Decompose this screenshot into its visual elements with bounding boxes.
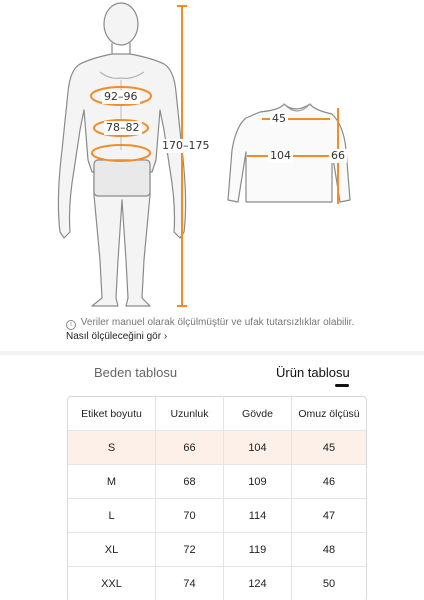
- cell-shoulder: 45: [292, 431, 366, 465]
- cell-shoulder: 48: [292, 533, 366, 567]
- how-to-measure-link-label: Nasıl ölçüleceğini gör: [66, 331, 162, 342]
- how-to-measure-link[interactable]: [66, 331, 167, 342]
- height-measurement-label: 170–175: [162, 139, 210, 152]
- table-row: [68, 533, 366, 567]
- cell-length: 66: [156, 431, 224, 465]
- table-row: [68, 431, 366, 465]
- column-header-shoulder: Omuz ölçüsü: [292, 397, 366, 431]
- table-row: [68, 499, 366, 533]
- cell-size: M: [68, 465, 156, 499]
- product-size-table: [67, 396, 367, 600]
- cell-body: 124: [224, 567, 292, 600]
- info-icon: i: [66, 320, 76, 330]
- column-header-body: Gövde: [224, 397, 292, 431]
- cell-body: 109: [224, 465, 292, 499]
- notice-text: Veriler manuel olarak ölçülmüştür ve ufak tutarsızlıklar olabilir.: [80, 317, 355, 328]
- table-row: [68, 465, 366, 499]
- cell-shoulder: 46: [292, 465, 366, 499]
- cell-length: 72: [156, 533, 224, 567]
- measurement-notice: [66, 316, 366, 343]
- length-measurement-label: 66: [331, 149, 345, 162]
- size-chart-tabs: [60, 364, 390, 390]
- cell-shoulder: 47: [292, 499, 366, 533]
- tab-body-size-chart[interactable]: Beden tablosu: [94, 365, 178, 380]
- cell-size: XXL: [68, 567, 156, 600]
- cell-length: 74: [156, 567, 224, 600]
- column-header-length: Uzunluk: [156, 397, 224, 431]
- table-row: [68, 567, 366, 600]
- tab-product-size-chart[interactable]: Ürün tablosu: [276, 365, 350, 380]
- chest-measurement-label: 92–96: [104, 90, 138, 103]
- section-divider: [0, 351, 424, 355]
- cell-body: 114: [224, 499, 292, 533]
- cell-size: L: [68, 499, 156, 533]
- shoulder-measurement-label: 45: [272, 112, 286, 125]
- table-header-row: [68, 397, 366, 431]
- cell-size: S: [68, 431, 156, 465]
- active-tab-indicator: [335, 384, 349, 387]
- cell-length: 68: [156, 465, 224, 499]
- cell-body: 104: [224, 431, 292, 465]
- column-header-size-label: Etiket boyutu: [68, 397, 156, 431]
- body-figure: [58, 3, 185, 306]
- cell-shoulder: 50: [322, 578, 336, 590]
- cell-size: XL: [68, 533, 156, 567]
- waist-measurement-label: 78–82: [106, 121, 140, 134]
- chevron-right-icon: ›: [163, 331, 168, 342]
- cell-body: 119: [224, 533, 292, 567]
- garment-chest-measurement-label: 104: [270, 149, 291, 162]
- cell-length: 70: [156, 499, 224, 533]
